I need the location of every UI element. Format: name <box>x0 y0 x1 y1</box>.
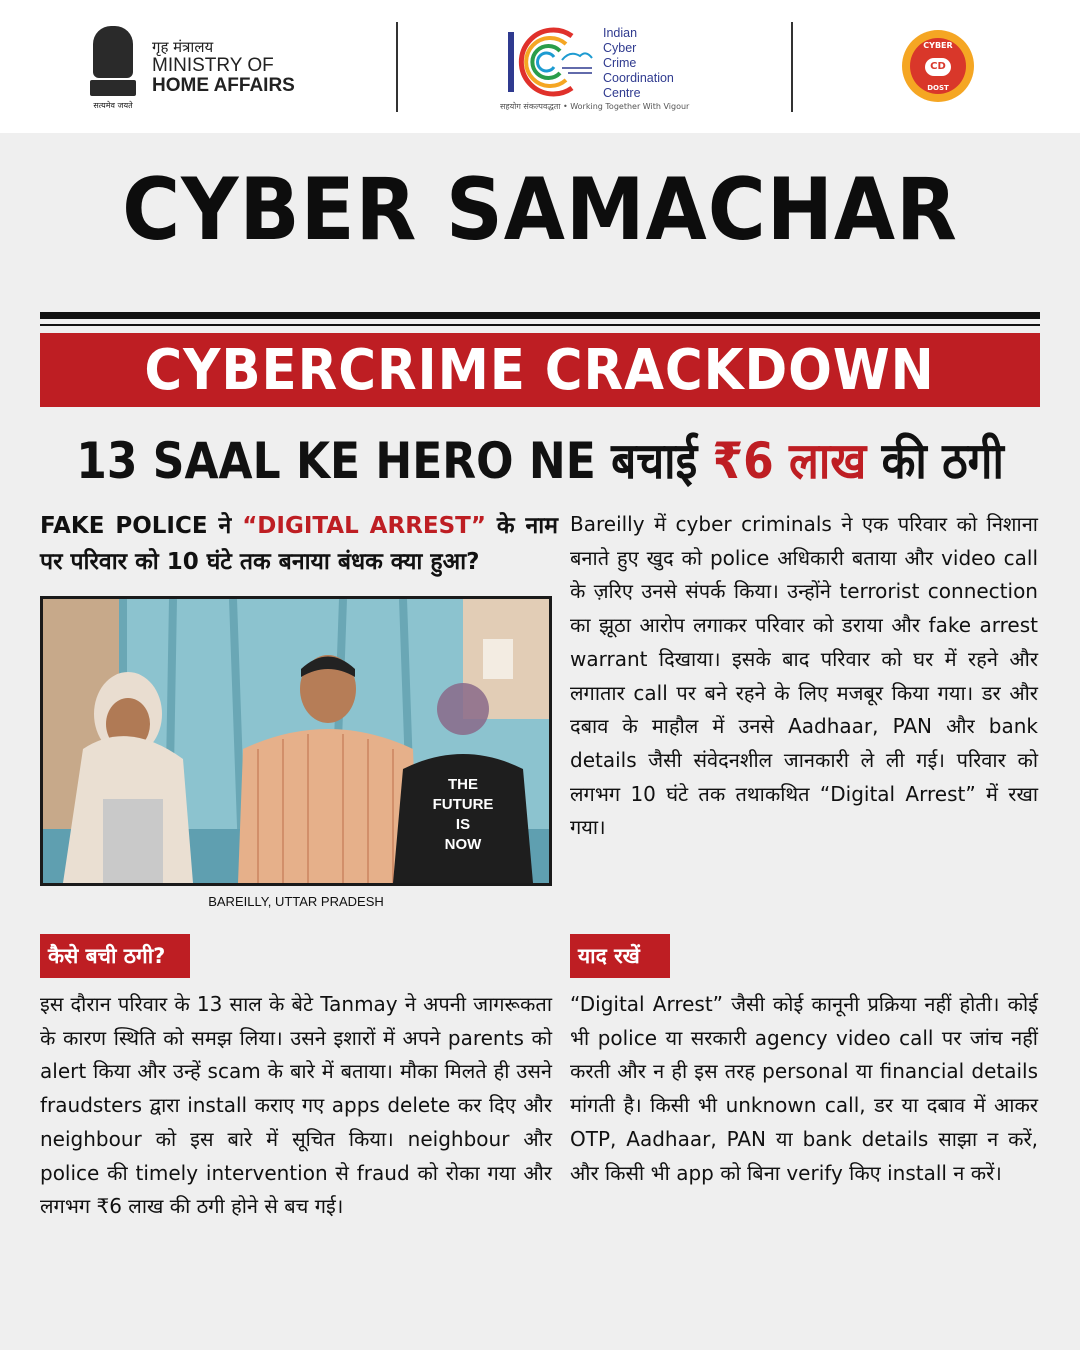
headline-part: 13 SAAL KE HERO NE <box>76 432 612 490</box>
i4c-tagline: सहयोग संकल्पवद्धता • Working Together With Vigour <box>500 102 690 111</box>
story-text: Bareilly में cyber criminals ने एक परिवार को निशाना बनाते हुए खुद को police अधिकारी बताया और video call के ज़रिए उनसे संपर्क किया। उन्होंने terrorist connection का झूठा आरोप लगाकर परिवार को डराया और fake arrest warrant दिखाया। इसके बाद परिवार को घर में रहने और लगातार call पर बने रहने के लिए मजबूर किया गया। डर और दबाव के माहौल में उनसे Aadhaar, PAN और bank details जैसी संवेदनशील जानकारी ले ली गई। परिवार को लगभग 10 घंटे तक तथाकथित “Digital Arrest” में रखा गया। <box>570 512 1038 840</box>
subhead-part: के नाम पर परिवार को 10 घंटे तक बनाया बंधक क्या हुआ? <box>40 513 558 575</box>
i4c-word: Centre <box>603 86 641 100</box>
header-bar <box>0 0 1080 133</box>
ministry-name-line2: HOME AFFAIRS <box>152 74 295 96</box>
i4c-word: Coordination <box>603 71 674 85</box>
cyber-dost-top: CYBER <box>923 41 953 50</box>
ministry-name-line1: MINISTRY OF <box>152 54 274 76</box>
section-banner <box>40 333 1040 407</box>
tshirt-text: IS <box>455 816 471 833</box>
subheadline <box>40 508 558 580</box>
cyber-dost-mid: CD <box>925 58 951 76</box>
page-title: CYBER SAMACHAR <box>122 160 958 260</box>
cyber-dost-bottom: DOST <box>927 84 949 92</box>
photo-caption: BAREILLY, UTTAR PRADESH <box>208 894 384 909</box>
subhead-part: FAKE POLICE ने <box>40 513 243 539</box>
header-divider <box>791 22 793 112</box>
national-emblem-icon <box>84 22 142 114</box>
i4c-word: Cyber <box>603 41 637 55</box>
tshirt-text: NOW <box>444 836 482 853</box>
cyber-dost-logo <box>902 30 974 102</box>
i4c-word: Indian <box>603 26 638 40</box>
ministry-name <box>152 40 295 96</box>
emblem-motto: सत्यमेव जयते <box>93 101 133 110</box>
headline <box>40 420 1040 498</box>
subhead-highlight: “DIGITAL ARREST” <box>242 513 486 539</box>
headline-amount: ₹6 लाख <box>712 432 867 490</box>
family-photo-illustration <box>43 599 549 883</box>
news-photo <box>40 596 552 886</box>
i4c-word: Crime <box>603 56 637 70</box>
headline-part: बचाई <box>611 432 713 490</box>
ministry-logo <box>84 22 295 114</box>
tshirt-text: THE <box>448 776 478 793</box>
i4c-mark-icon <box>502 26 594 98</box>
tshirt-text: FUTURE <box>432 796 494 813</box>
ministry-name-hindi: गृह मंत्रालय <box>152 38 214 57</box>
divider-thin <box>40 324 1040 326</box>
i4c-logo <box>500 22 700 116</box>
remember-text: “Digital Arrest” जैसी कोई कानूनी प्रक्रिया नहीं होती। कोई भी police या सरकारी agency video call पर जांच नहीं करती और न ही इस तरह personal या financial details मांगती है। किसी भी unknown call, डर या दबाव में आकर OTP, Aadhaar, PAN या bank details साझा न करें, और किसी भी app को बिना verify किए install न करें। <box>570 992 1038 1185</box>
how-saved-text: इस दौरान परिवार के 13 साल के बेटे Tanmay ने अपनी जागरूकता के कारण स्थिति को समझ लिया। उसने इशारों में अपने parents को alert किया और उन्हें scam के बारे में बताया। मौका मिलते ही उसने fraudsters द्वारा install कराए गए apps delete कर दिए और neighbour को इस बारे में सूचित किया। neighbour और police की timely intervention से fraud को रोका गया और लगभग ₹6 लाख की ठगी होने से बच गई। <box>40 992 552 1219</box>
i4c-name <box>603 26 674 101</box>
section-label-how-saved: कैसे बची ठगी? <box>40 934 190 978</box>
headline-part: की ठगी <box>866 432 1004 490</box>
section-label-remember: याद रखें <box>570 934 670 978</box>
divider-thick <box>40 312 1040 319</box>
header-divider <box>396 22 398 112</box>
banner-text: CYBERCRIME CRACKDOWN <box>144 337 936 403</box>
